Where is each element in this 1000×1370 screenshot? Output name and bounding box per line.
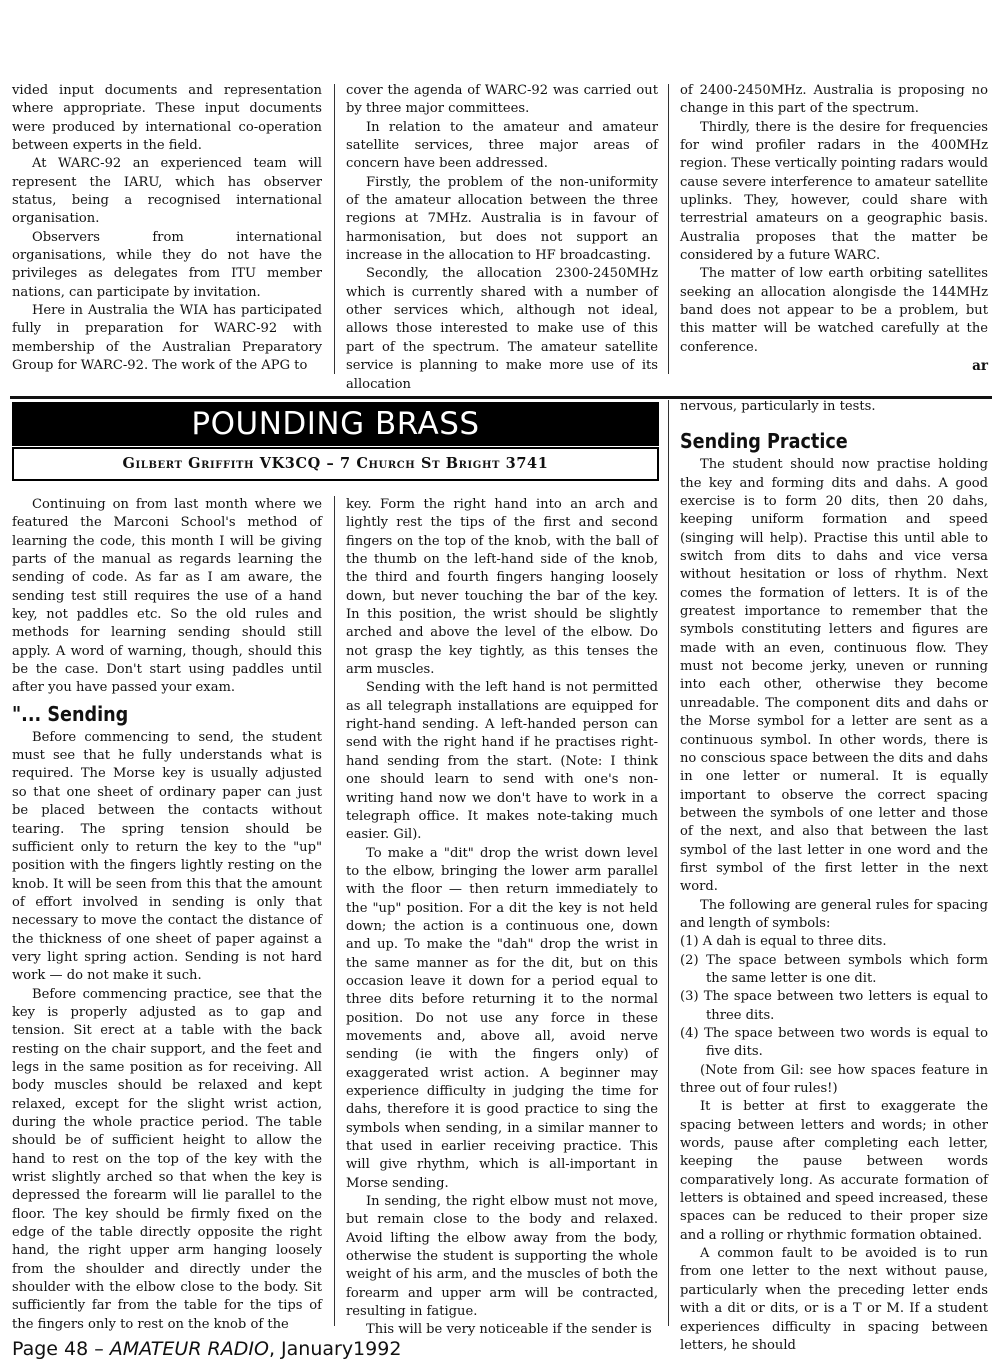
list-item: (3) The space between two letters is equal to three dits. (680, 989, 988, 1023)
paragraph: nervous, particularly in tests. (680, 399, 876, 414)
page-number: Page 48 – (12, 1338, 110, 1360)
list-item: (2) The space between symbols which form the same letter is one dit. (680, 952, 988, 986)
paragraph: To make a "dit" drop the wrist down level to the elbow, bringing the lower arm parallel with the floor — then return immediately to the "up" position. For a dit the key is not held down; the action is a continuous one, down and up. To make the "dah" drop the wrist in the same manner as for the dit, but on this occasion leave it down for a period equal to three dits before returning it to the normal position. Do not use any force in these movements and, above all, avoid nerve sending (ie with the fingers only) of exaggerated wrist action. A beginner may experience difficulty in judging the time for dahs, therefore it is good practice to sing the symbols when sending, in a similar manner to that used in earlier receiving practice. This will give rhythm, which is all-important in Morse sending. (346, 845, 658, 1191)
paragraph: Observers from international organisations, while they do not have the privileges as delegates from ITU member nations, can participate by invitation. (12, 229, 322, 300)
paragraph: Thirdly, there is the desire for frequencies for wind profiler radars in the 400MHz region. These vertically pointing radars would cause severe interference to amateur satellite uplinks. They, however, could share with terrestrial amateurs on a geographic basis. Australia proposes that the matter be considered by a future WARC. (680, 119, 988, 264)
top-col-2 (346, 82, 658, 394)
column-divider (334, 84, 335, 374)
paragraph: The matter of low earth orbiting satellites seeking an allocation alongisde the 144MHz band does not appear to be a problem, but this matter will be watched carefully at the conference. (680, 266, 988, 355)
top-col-1 (12, 82, 322, 376)
paragraph: vided input documents and representation where appropriate. These input documents were produced by international co-operation between experts in the field. (12, 83, 322, 154)
paragraph: Here in Australia the WIA has participated fully in preparation for WARC-92 with membership of the Australian Preparatory Group for WARC-92. The work of the APG to (12, 303, 322, 374)
paragraph: The following are general rules for spacing and length of symbols: (680, 897, 988, 931)
rules-list (680, 933, 988, 1061)
end-mark: ar (972, 358, 988, 374)
column-divider (668, 84, 669, 374)
paragraph: In relation to the amateur and amateur satellite services, three major areas of concern have been addressed. (346, 119, 658, 172)
article-col-1 (12, 496, 322, 1334)
paragraph: Before commencing practice, see that the key is properly adjusted as to gap and tension. Sit erect at a table with the back resting on the chair support, and the feet and legs in the same position as for receiving. All body muscles should be relaxed and kept relaxed, except for the slight wrist action, during the whole practice period. The table should be of sufficient height to allow the hand to rest on the top of the key with the wrist slightly arched so that when the key is depressed the forearm will lie parallel to the floor. The key should be firmly fixed on the edge of the table directly opposite the right hand, the right upper arm hanging loosely from the shoulder and directly under the shoulder with the elbow close to the body. Sit sufficiently far from the table for the tips of the fingers only to rest on the knob of the (12, 986, 322, 1332)
list-item: (4) The space between two words is equal to five dits. (680, 1026, 988, 1060)
paragraph: In sending, the right elbow must not move, but remain close to the body and relaxed. Avoid lifting the elbow away from the body, otherwise the student is supporting the whole weight of his arm, and the muscles of both the forearm and upper arm will be contracted, resulting in fatigue. (346, 1194, 658, 1320)
section-heading: Sending Practice (680, 429, 848, 454)
paragraph: Sending with the left hand is not permitted as all telegraph installations are equipped for right-hand sending. A left-handed person can send with the right hand if he practises right-hand sending from the start. (Note: I think one should learn to send with one's non-writing hand now we don't have to work in a telegraph office. It makes note-taking much easier. Gil). (346, 680, 658, 843)
byline: Gilbert Griffith VK3CQ – 7 Church St Bright 3741 (12, 447, 659, 481)
magazine-name: AMATEUR RADIO (109, 1338, 269, 1360)
page-footer (12, 1338, 401, 1360)
paragraph: cover the agenda of WARC-92 was carried out by three major committees. (346, 83, 658, 117)
paragraph: Secondly, the allocation 2300-2450MHz which is currently shared with a number of other services which, although not ideal, allows those interested to make use of this part of the spectrum. The amateur satellite service is planning to make more use of its allocation (346, 266, 658, 392)
paragraph: Firstly, the problem of the non-uniformity of the amateur allocation between the three regions at 7MHz. Australia is in favour of harmonisation, but does not support an increase in the allocation to HF broadcasting. (346, 174, 658, 264)
intro-paragraph: Continuing on from last month where we featured the Marconi School's method of learning the code, this month I will be giving parts of the manual as regards learning the sending of code. As far as I am aware, the sending test still requires the use of a hand key, not paddles etc. So the old rules and methods for learning sending should still apply. A word of warning, though, should this be the case. Don't start using paddles until after you have passed your exam. (12, 497, 322, 696)
paragraph: key. Form the right hand into an arch and lightly rest the tips of the first and second fingers on the top of the knob, with the ball of the thumb on the left-hand side of the knob, the third and fourth fingers hanging loosely down, but never touching the bar of the key. In this position, the wrist should be slightly arched and above the level of the elbow. Do not grasp the key tightly, as this tenses the arm muscles. (346, 497, 658, 678)
column-divider (668, 400, 669, 1326)
article-title: POUNDING BRASS (12, 402, 659, 446)
paragraph: Before commencing to send, the student must see that he fully understands what is required. The Morse key is usually adjusted so that one sheet of ordinary paper can just be placed between the contacts without tearing. The spring tension should be sufficient only to return the key to the "up" position with the fingers lightly resting on the knob. It will be seen from this that the amount of effort involved in sending is only that necessary to move the contact the distance of the thickness of one sheet of paper against a very light spring action. Sending is not hard work — do not make it such. (12, 729, 322, 984)
issue-date: , January1992 (268, 1338, 402, 1360)
article-col-2 (346, 496, 658, 1340)
column-divider (334, 496, 335, 1326)
paragraph: At WARC-92 an experienced team will represent the IARU, which has observer status, being a recognised international organisation. (12, 156, 322, 227)
paragraph: A common fault to be avoided is to run from one letter to the next without pause, particularly when the preceding letter ends with a dit or dits, or is a T or M. If a student experiences difficulty in spacing between letters, he should (680, 1246, 988, 1353)
article-col-3 (680, 398, 988, 1355)
paragraph: (Note from Gil: see how spaces feature in three out of four rules!) (680, 1062, 988, 1097)
paragraph: of 2400-2450MHz. Australia is proposing no change in this part of the spectrum. (680, 83, 988, 117)
paragraph: The student should now practise holding the key and forming dits and dahs. A good exercise is to form 20 dits, then 20 dahs, keeping uniform formation and speed (singing will help). Practise this until able to switch from dits to dahs and vice versa without hesitation or loss of rhythm. Next comes the formation of letters. It is of the greatest importance to remember that the symbols constituting letters and figures are made with an even, continuous flow. They must not become jerky, uneven or running into each other, otherwise they become unreadable. The component dits and dahs or the Morse symbol for a letter are sent as a continuous symbol. In other words, there is no conscious space between the dits and dahs in one letter or numeral. It is equally important to observe the correct spacing between the symbols of one letter and those of the next, and also that between the last symbol of the last letter in one word and the first symbol of the first letter in the next word. (680, 457, 988, 895)
section-heading: "... Sending (12, 701, 129, 726)
paragraph: It is better at first to exaggerate the spacing between letters and words; in other words, pause after completing each letter, keeping the pause between words comparatively long. As accurate formation of letters is obtained and speed increased, these spaces can be reduced to their proper size and a rolling or rhythmic formation obtained. (680, 1099, 988, 1243)
top-col-3 (680, 82, 988, 357)
list-item: (1) A dah is equal to three dits. (680, 934, 887, 950)
paragraph: This will be very noticeable if the sender is (366, 1322, 652, 1338)
